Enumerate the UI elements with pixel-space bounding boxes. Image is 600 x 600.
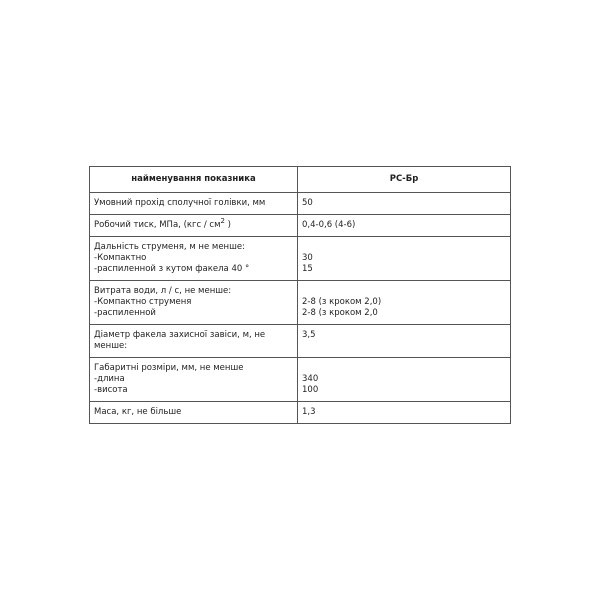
row-label-line: Витрата води, л / с, не менше: xyxy=(94,286,232,296)
row-label xyxy=(90,237,298,281)
table-row xyxy=(90,325,511,358)
row-value xyxy=(298,358,511,402)
row-label: Умовний прохід сполучної голівки, мм xyxy=(90,193,298,215)
row-value-line: 340 xyxy=(302,374,319,384)
row-label-line: -длина xyxy=(94,374,125,384)
row-label-line: -висота xyxy=(94,385,128,395)
row-value-line: 2-8 (з кроком 2,0 xyxy=(302,308,378,318)
row-value-line: 15 xyxy=(302,264,313,274)
table-row xyxy=(90,281,511,325)
row-label-line: -Компактно xyxy=(94,253,147,263)
table-header-row xyxy=(90,167,511,193)
row-value: 3,5 xyxy=(298,325,511,358)
table-row xyxy=(90,358,511,402)
row-value-line: 2-8 (з кроком 2,0) xyxy=(302,297,382,307)
table-row xyxy=(90,402,511,424)
row-value xyxy=(298,237,511,281)
row-label-line: -распиленной з кутом факела 40 ° xyxy=(94,264,250,274)
header-model: РС-Бр xyxy=(298,167,511,193)
row-label-line: Дальність струменя, м не менше: xyxy=(94,242,245,252)
row-label xyxy=(90,358,298,402)
row-value: 1,3 xyxy=(298,402,511,424)
table-row xyxy=(90,215,511,237)
row-label-superscript: 2 xyxy=(220,217,225,226)
specs-table xyxy=(89,166,511,424)
row-label-line: -Компактно струменя xyxy=(94,297,192,307)
row-label xyxy=(90,281,298,325)
row-value-line: 30 xyxy=(302,253,313,263)
row-value-line: 100 xyxy=(302,385,319,395)
row-value xyxy=(298,281,511,325)
row-label-suffix: ) xyxy=(224,220,232,230)
row-label-line: Габаритні розміри, мм, не менше xyxy=(94,363,244,373)
row-value: 0,4-0,6 (4-6) xyxy=(298,215,511,237)
row-label: Маса, кг, не більше xyxy=(90,402,298,424)
row-label xyxy=(90,215,298,237)
row-value: 50 xyxy=(298,193,511,215)
row-label-text: Робочий тиск, МПа, (кгс / см xyxy=(94,220,221,230)
header-parameter-name: найменування показника xyxy=(90,167,298,193)
row-label-line: -распиленной xyxy=(94,308,156,318)
table-row xyxy=(90,193,511,215)
table-row xyxy=(90,237,511,281)
row-label: Діаметр факела захисної завіси, м, не менше: xyxy=(90,325,298,358)
